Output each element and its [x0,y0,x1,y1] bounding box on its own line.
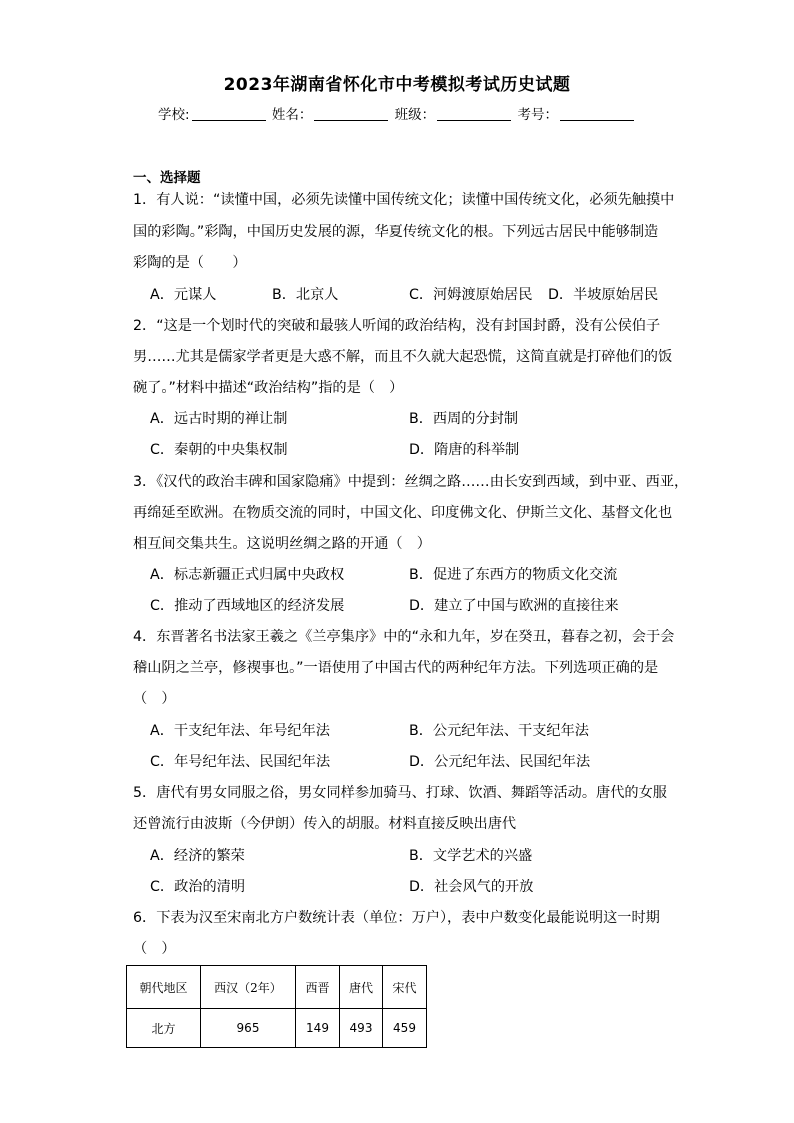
student-info-line [0,103,794,123]
table-header-cell: 西晋 [296,966,340,1009]
table-cell: 459 [383,1009,427,1048]
table-cell: 北方 [127,1009,201,1048]
question-2-option-c[interactable]: C．秦朝的中央集权制 [150,442,288,458]
class-label: 班级： [394,107,436,123]
question-1-line-1: 1．有人说：“读懂中国，必须先读懂中国传统文化；读懂中国传统文化，必须先触摸中 [133,192,675,208]
table-row [127,1009,427,1048]
question-5-line-2: 还曾流行由波斯（今伊朗）传入的胡服。材料直接反映出唐代 [133,816,517,832]
question-3-option-d[interactable]: D．建立了中国与欧洲的直接往来 [409,598,619,614]
name-label: 姓名： [271,107,313,123]
question-3-option-c[interactable]: C．推动了西域地区的经济发展 [150,598,345,614]
table-cell: 493 [340,1009,383,1048]
question-2-option-a[interactable]: A．远古时期的禅让制 [150,411,288,427]
question-2-line-1: 2．“这是一个划时代的突破和最骇人听闻的政治结构，没有封国封爵，没有公侯伯子 [133,318,661,334]
question-4-line-2: 稽山阴之兰亭，修禊事也。”一语使用了中国古代的两种纪年方法。下列选项正确的是 [133,660,659,676]
question-5-option-c[interactable]: C．政治的清明 [150,879,246,895]
question-2-option-b[interactable]: B．西周的分封制 [409,411,519,427]
question-5-option-d[interactable]: D．社会风气的开放 [409,879,534,895]
question-5-line-1: 5．唐代有男女同服之俗，男女同样参加骑马、打球、饮酒、舞蹈等活动。唐代的女服 [133,785,667,801]
question-6-line-2: （ ） [133,941,176,957]
table-header-cell: 宋代 [383,966,427,1009]
question-4-option-c[interactable]: C．年号纪年法、民国纪年法 [150,754,331,770]
question-5-option-a[interactable]: A．经济的繁荣 [150,848,245,864]
table-cell: 965 [201,1009,296,1048]
question-4-option-a[interactable]: A．干支纪年法、年号纪年法 [150,723,330,739]
page-title: 2023年湖南省怀化市中考模拟考试历史试题 [223,75,571,95]
table-header-cell: 西汉（2年） [201,966,296,1009]
question-3-line-2: 再绵延至欧洲。在物质交流的同时，中国文化、印度佛文化、伊斯兰文化、基督文化也 [133,505,673,521]
question-1-option-b[interactable]: B．北京人 [272,287,339,303]
table-header-row [127,966,427,1009]
question-2-line-3: 碗了。”材料中描述“政治结构”指的是（ ） [133,380,404,396]
table-header-cell: 朝代地区 [127,966,201,1009]
question-3-option-b[interactable]: B．促进了东西方的物质文化交流 [409,567,618,583]
household-table [126,965,427,1048]
question-2-option-d[interactable]: D．隋唐的科举制 [409,442,520,458]
exam-no-blank[interactable] [560,108,634,121]
question-4-option-d[interactable]: D．公元纪年法、民国纪年法 [409,754,591,770]
question-1-line-2: 国的彩陶。”彩陶，中国历史发展的源，华夏传统文化的根。下列远古居民中能够制造 [133,224,659,240]
exam-no-label: 考号： [517,107,558,123]
name-blank[interactable] [314,108,388,121]
question-1-line-3: 彩陶的是（ ） [133,255,247,271]
question-1-option-a[interactable]: A．元谋人 [150,287,217,303]
class-blank[interactable] [437,108,511,121]
school-blank[interactable] [192,108,266,121]
question-3-line-3: 相互间交集共生。这说明丝绸之路的开通（ ） [133,536,431,552]
question-4-line-3: （ ） [133,691,176,707]
question-4-option-b[interactable]: B．公元纪年法、干支纪年法 [409,723,589,739]
question-1-option-c[interactable]: C．河姆渡原始居民 [409,287,533,303]
table-header-cell: 唐代 [340,966,383,1009]
question-5-option-b[interactable]: B．文学艺术的兴盛 [409,848,533,864]
table-cell: 149 [296,1009,340,1048]
question-2-line-2: 男……尤其是儒家学者更是大惑不解，而且不久就大起恐慌，这简直就是打碎他们的饭 [133,349,673,365]
question-4-line-1: 4．东晋著名书法家王羲之《兰亭集序》中的“永和九年，岁在癸丑，暮春之初，会于会 [133,629,675,645]
question-1-option-d[interactable]: D．半坡原始居民 [548,287,659,303]
question-6-line-1: 6．下表为汉至宋南北方户数统计表（单位：万户），表中户数变化最能说明这一时期 [133,910,660,926]
section-heading: 一、选择题 [133,170,201,186]
question-3-option-a[interactable]: A．标志新疆正式归属中央政权 [150,567,345,583]
question-3-line-1: 3．《汉代的政治丰碑和国家隐痛》中提到：丝绸之路……由长安到西域，到中亚、西亚， [133,474,689,490]
school-label: 学校: [158,107,190,123]
